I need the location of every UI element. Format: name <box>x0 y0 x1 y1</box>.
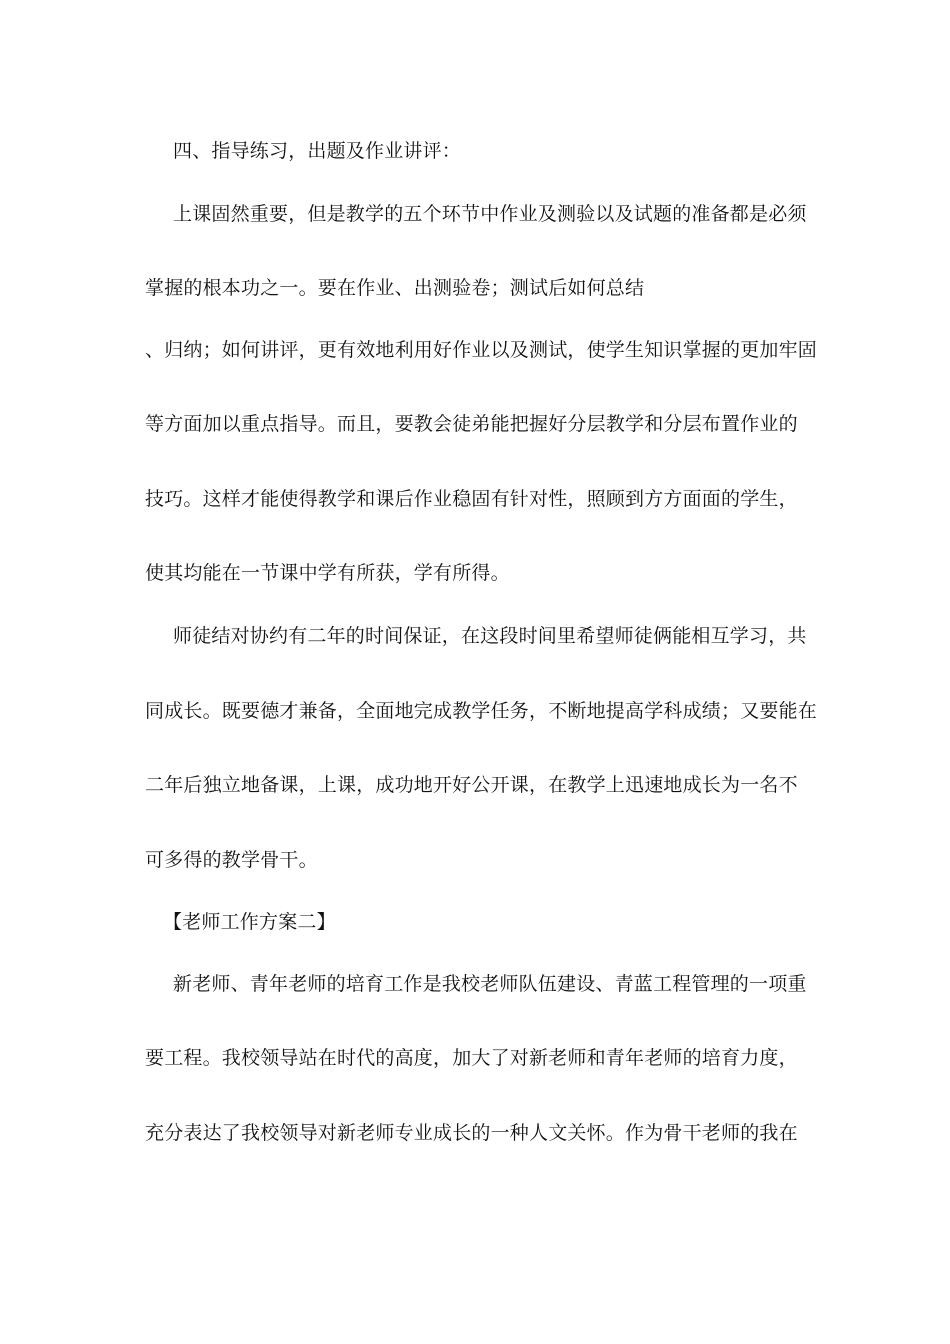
paragraph-line: 充分表达了我校领导对新老师专业成长的一种人文关怀。作为骨干老师的我在 <box>145 1122 798 1144</box>
paragraph-line: 要工程。我校领导站在时代的高度，加大了对新老师和青年老师的培育力度， <box>145 1047 798 1069</box>
paragraph-line: 二年后独立地备课，上课，成功地开好公开课，在教学上迅速地成长为一名不 <box>145 774 798 796</box>
paragraph-line: 使其均能在一节课中学有所获，学有所得。 <box>145 562 510 584</box>
paragraph-line: 上课固然重要，但是教学的五个环节中作业及测验以及试题的准备都是必须 <box>173 203 807 225</box>
paragraph-line: 可多得的教学骨干。 <box>145 849 318 871</box>
paragraph-line: 掌握的根本功之一。要在作业、出测验卷；测试后如何总结 <box>145 277 645 299</box>
paragraph-line: 等方面加以重点指导。而且，要教会徒弟能把握好分层教学和分层布置作业的 <box>145 413 798 435</box>
paragraph-line: 新老师、青年老师的培育工作是我校老师队伍建设、青蓝工程管理的一项重 <box>173 973 807 995</box>
paragraph-line: 同成长。既要德才兼备，全面地完成教学任务，不断地提高学科成绩；又要能在 <box>145 700 818 722</box>
section-heading-4: 四、指导练习，出题及作业讲评： <box>173 140 462 162</box>
paragraph-line: 师徒结对协约有二年的时间保证，在这段时间里希望师徒俩能相互学习，共 <box>173 625 807 647</box>
paragraph-line: 、归纳；如何讲评，更有效地利用好作业以及测试，使学生知识掌握的更加牢固 <box>145 339 818 361</box>
section-title-plan-two: 【老师工作方案二】 <box>163 911 336 933</box>
paragraph-line: 技巧。这样才能使得教学和课后作业稳固有针对性，照顾到方方面面的学生， <box>145 488 798 510</box>
